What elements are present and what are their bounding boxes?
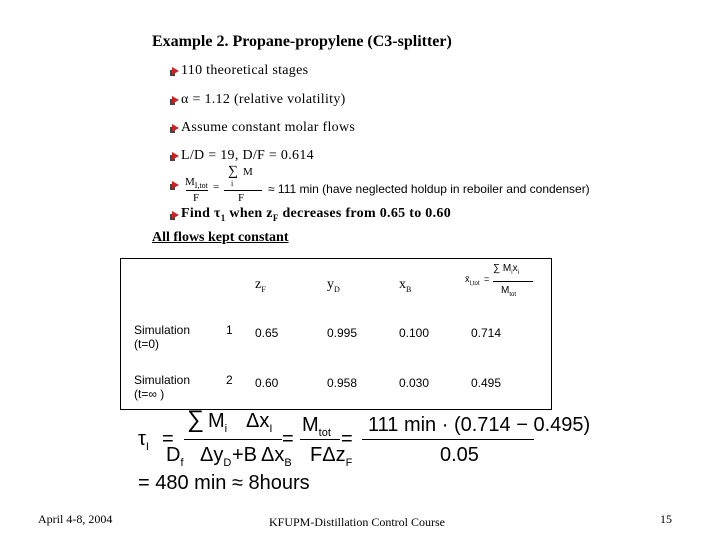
- bullet-arrow-icon: [170, 67, 179, 76]
- eq-dxB-main: Δx: [261, 444, 285, 466]
- xbar-den-sub: tot: [509, 292, 517, 298]
- header-yD-sub: D: [334, 284, 340, 294]
- eq-tau-symbol: τ: [138, 428, 146, 450]
- fraction-line-2: [300, 439, 340, 440]
- row2-label: [134, 373, 190, 401]
- header-xbar-sub: I,tot: [469, 280, 480, 287]
- bullet-arrow-icon: [170, 152, 179, 161]
- row2-xB: 0.030: [399, 376, 430, 390]
- row1-xbar: 0.714: [471, 326, 502, 340]
- row1-label-line2: (t=0): [134, 337, 160, 351]
- xbar-num-sub: i: [511, 270, 513, 276]
- eq-tau: [138, 428, 149, 453]
- header-xbar: $x̄_{I,tot}$ =: [465, 274, 490, 287]
- eq-Mtot: [302, 414, 331, 439]
- row1-label: [134, 323, 190, 351]
- eq-dx-sub: I: [269, 423, 273, 435]
- tau-subscript: 1: [220, 212, 226, 223]
- bullet-molar-flows: Assume constant molar flows: [181, 120, 356, 135]
- bullet-arrow-icon: [170, 124, 179, 133]
- eq-Mtot-sub: tot: [318, 427, 331, 439]
- eq-equals-1: =: [162, 428, 174, 450]
- formula-equals: =: [213, 181, 220, 193]
- flows-constant-note: All flows kept constant: [152, 230, 289, 245]
- when-z-text: when z: [229, 206, 273, 221]
- eq-tau-sub: I: [145, 441, 149, 453]
- bullet-find-tau: [181, 206, 451, 223]
- header-yD: [327, 277, 340, 294]
- header-xB-sub: B: [406, 284, 412, 294]
- header-xbar-numerator: [493, 263, 519, 276]
- volatility-text: = 1.12 (relative volatility): [192, 92, 346, 107]
- header-xbar-denominator: [501, 285, 516, 298]
- eq-Df: [166, 444, 184, 469]
- row1-zF: 0.65: [255, 326, 279, 340]
- slide-title: Example 2. Propane-propylene (C3-splitter): [152, 33, 452, 50]
- footer-page-number: 15: [660, 512, 672, 526]
- row2-label-line2: (t=∞ ): [134, 387, 165, 401]
- row2-yD: 0.958: [327, 376, 358, 390]
- eq-dx-main: Δx: [246, 410, 270, 432]
- zF-subscript: F: [272, 212, 279, 223]
- row2-index: 2: [226, 373, 233, 387]
- fraction-line: [186, 190, 208, 191]
- header-xB-main: x: [399, 277, 406, 292]
- formula-F-denominator-2: F: [238, 192, 245, 204]
- alpha-symbol: α: [181, 92, 189, 107]
- find-tau-text: Find τ: [181, 206, 221, 221]
- eq-numerator: 111 min · (0.714 − 0.495): [368, 414, 591, 436]
- bullet-reflux: L/D = 19, D/F = 0.614: [181, 148, 314, 163]
- bullet-arrow-icon: [170, 96, 179, 105]
- eq-equals-3: =: [341, 428, 353, 450]
- header-zF-main: z: [255, 277, 262, 292]
- simulation-table: [120, 258, 552, 410]
- xbar-num2: x: [512, 263, 518, 274]
- row1-index: 1: [226, 323, 233, 337]
- eq-Mtot-main: M: [302, 414, 319, 436]
- header-zF: [255, 277, 266, 294]
- row2-zF: 0.60: [255, 376, 279, 390]
- eq-Fdz-sub: F: [345, 457, 353, 469]
- eq-Df-main: D: [166, 444, 181, 466]
- decreases-text: decreases from 0.65 to 0.60: [282, 206, 451, 221]
- eq-plusB: +B: [232, 444, 258, 466]
- formula-i: i: [231, 179, 234, 188]
- bullet-stages: 110 theoretical stages: [181, 63, 309, 78]
- eq-equals-2: =: [282, 428, 294, 450]
- bullet-volatility: [181, 92, 346, 108]
- eq-Fdz-main: FΔz: [310, 444, 346, 466]
- fraction-line: [224, 190, 262, 191]
- formula-M: M: [185, 176, 195, 188]
- row1-label-line1: Simulation: [134, 323, 191, 337]
- bullet-arrow-icon: [170, 181, 179, 190]
- eq-sum: ∑: [187, 406, 205, 433]
- eq-Mi: [208, 410, 227, 435]
- eq-dxB-sub: B: [284, 457, 292, 469]
- bullet-arrow-icon: [170, 211, 179, 220]
- xbar-num-main: ∑ M: [493, 263, 512, 274]
- formula-M-sub: I,tot: [194, 181, 208, 191]
- eq-denominator: 0.05: [440, 444, 479, 466]
- eq-dx: [246, 410, 272, 435]
- footer-date: April 4-8, 2004: [38, 512, 113, 526]
- fraction-line: [493, 281, 533, 282]
- fraction-line-1: [184, 439, 282, 440]
- formula-lhs: [185, 176, 208, 190]
- row2-label-line1: Simulation: [134, 373, 191, 387]
- eq-dy: [200, 444, 231, 469]
- header-zF-sub: F: [261, 284, 266, 294]
- formula-Mi: M: [243, 166, 253, 178]
- header-xbar-main: x̄: [465, 274, 470, 284]
- xbar-num2-sub: i: [517, 270, 519, 276]
- formula-sum: ∑: [228, 164, 238, 179]
- eq-dy-main: Δy: [200, 444, 224, 466]
- footer-course: KFUPM-Distillation Control Course: [269, 515, 446, 529]
- row1-yD: 0.995: [327, 326, 358, 340]
- row2-xbar: 0.495: [471, 376, 502, 390]
- formula-rhs: ≈ 111 min (have neglected holdup in reboiler and condenser): [268, 182, 590, 196]
- eq-Mi-main: M: [208, 410, 225, 432]
- eq-Mi-sub: i: [224, 423, 228, 435]
- header-yD-main: y: [327, 277, 334, 292]
- fraction-line-3: [362, 439, 534, 440]
- eq-dy-sub: D: [223, 457, 232, 469]
- eq-Df-sub: f: [180, 457, 184, 469]
- eq-result: = 480 min ≈ 8hours: [138, 472, 310, 494]
- xbar-den-main: M: [501, 285, 510, 296]
- formula-F-denominator: F: [193, 192, 200, 204]
- header-xB: [399, 277, 411, 294]
- row1-xB: 0.100: [399, 326, 430, 340]
